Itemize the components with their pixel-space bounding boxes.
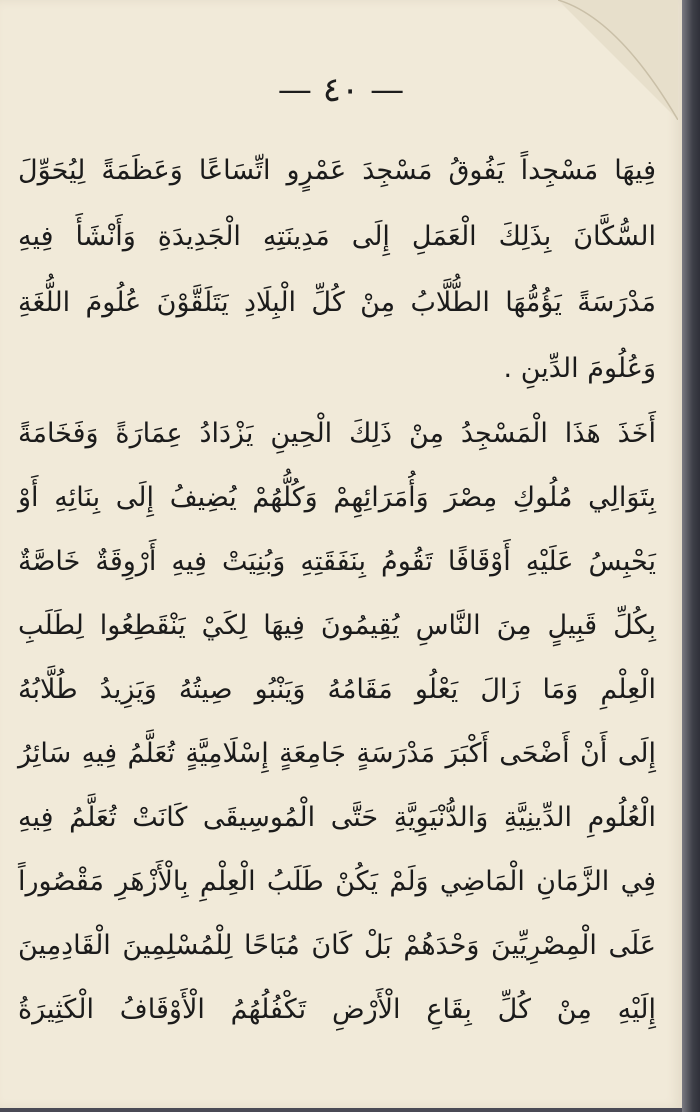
text-line: أَخَذَ هَذَا الْمَسْجِدُ مِنْ ذَلِكَ الْحِينِ يَزْدَادُ عِمَارَةً وَفَخَامَةً — [18, 418, 656, 449]
paragraph-1 — [18, 138, 656, 402]
text-line: الْعُلُومِ الدِّينِيَّةِ وَالدُّنْيَوِيَّةِ حَتَّى الْمُوسِيقَى كَانَتْ تُعَلَّمُ فِيهِ — [18, 802, 656, 833]
paragraph-2 — [18, 402, 656, 1042]
text-line: فِيهَا مَسْجِداً يَفُوقُ مَسْجِدَ عَمْرٍو اتِّسَاعًا وَعَظَمَةً لِيُحَوِّلَ — [18, 155, 656, 186]
text-line: السُّكَّانَ بِذَلِكَ الْعَمَلِ إِلَى مَدِينَتِهِ الْجَدِيدَةِ وَأَنْشَأَ فِيهِ — [18, 221, 656, 252]
text-line: فِي الزَّمَانِ الْمَاضِي وَلَمْ يَكُنْ طَلَبُ الْعِلْمِ بِالْأَزْهَرِ مَقْصُوراً — [18, 866, 656, 897]
text-line: بِكُلِّ قَبِيلٍ مِنَ النَّاسِ يُقِيمُونَ فِيهَا لِكَيْ يَنْقَطِعُوا لِطَلَبِ — [18, 610, 656, 641]
text-line: إِلَيْهِ مِنْ كُلِّ بِقَاعِ الْأَرْضِ تَكْفُلُهُمُ الْأَوْقَافُ الْكَثِيرَةُ — [18, 994, 656, 1025]
text-line: بِتَوَالِي مُلُوكِ مِصْرَ وَأُمَرَائِهِمْ وَكُلُّهُمْ يُضِيفُ إِلَى بِنَائِهِ أَوْ — [18, 482, 656, 513]
page-number: — ٤٠ — — [277, 70, 405, 110]
text-line: إِلَى أَنْ أَضْحَى أَكْبَرَ مَدْرَسَةٍ جَامِعَةٍ إِسْلَامِيَّةٍ تُعَلَّمُ فِيهِ سَائِرُ — [18, 738, 656, 769]
text-line: يَحْبِسُ عَلَيْهِ أَوْقَافًا تَقُومُ بِنَفَقَتِهِ وَبُنِيَتْ فِيهِ أَرْوِقَةٌ خَاصَّةٌ — [18, 546, 656, 577]
text-line: عَلَى الْمِصْرِيِّينَ وَحْدَهُمْ بَلْ كَانَ مُبَاحًا لِلْمُسْلِمِينَ الْقَادِمِينَ — [18, 930, 656, 961]
book-binding-edge — [682, 0, 700, 1112]
text-line: مَدْرَسَةً يَؤُمُّهَا الطُّلَّابُ مِنْ كُلِّ الْبِلَادِ يَتَلَقَّوْنَ عُلُومَ اللُّغَةِ — [18, 287, 656, 318]
text-line: الْعِلْمِ وَمَا زَالَ يَعْلُو مَقَامُهُ وَيَنْبُو صِيتُهُ وَيَزِيدُ طُلَّابُهُ — [18, 674, 656, 705]
text-line: وَعُلُومَ الدِّينِ . — [503, 353, 656, 384]
